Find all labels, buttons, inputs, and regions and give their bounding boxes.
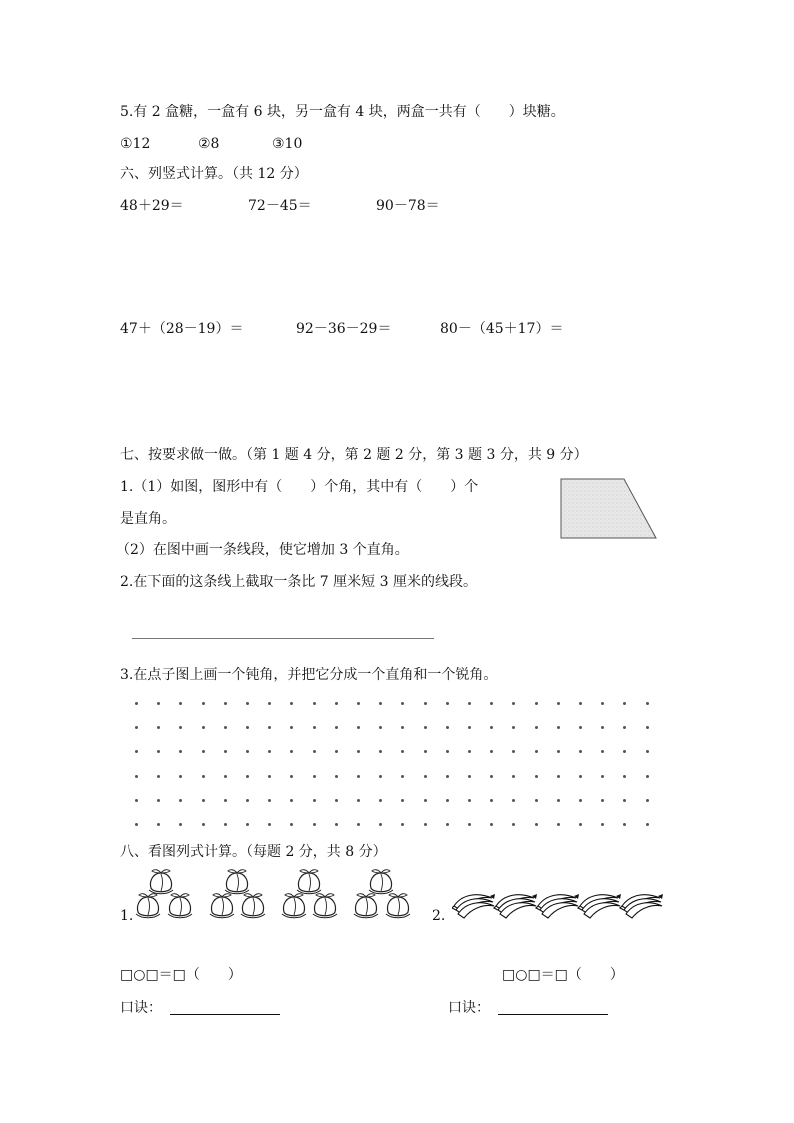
grid-dot[interactable]: [512, 775, 515, 778]
grid-dot[interactable]: [335, 799, 338, 802]
grid-dot[interactable]: [268, 726, 271, 729]
question-7-1b: 是直角。: [120, 511, 176, 527]
grid-dot[interactable]: [135, 775, 138, 778]
rhyme-label-1: 口诀：: [120, 1000, 162, 1016]
grid-dot[interactable]: [313, 702, 316, 705]
grid-dot[interactable]: [290, 702, 293, 705]
grid-dot[interactable]: [290, 799, 293, 802]
grid-dot[interactable]: [557, 750, 560, 753]
question-7-3: 3.在点子图上画一个钝角，并把它分成一个直角和一个锐角。: [120, 667, 498, 683]
grid-dot[interactable]: [601, 775, 604, 778]
grid-dot[interactable]: [424, 750, 427, 753]
option-1: ①12: [120, 136, 151, 152]
grid-dot[interactable]: [446, 775, 449, 778]
grid-dot[interactable]: [135, 799, 138, 802]
grid-dot[interactable]: [202, 823, 205, 826]
grid-dot[interactable]: [424, 823, 427, 826]
grid-dot[interactable]: [601, 726, 604, 729]
grid-dot[interactable]: [379, 726, 382, 729]
grid-dot[interactable]: [601, 750, 604, 753]
grid-dot[interactable]: [157, 775, 160, 778]
grid-dot[interactable]: [357, 799, 360, 802]
grid-dot[interactable]: [157, 726, 160, 729]
grid-dot[interactable]: [579, 823, 582, 826]
grid-dot[interactable]: [357, 702, 360, 705]
grid-dot[interactable]: [246, 775, 249, 778]
grid-dot[interactable]: [179, 799, 182, 802]
grid-dot[interactable]: [424, 775, 427, 778]
grid-dot[interactable]: [313, 775, 316, 778]
grid-dot[interactable]: [401, 799, 404, 802]
grid-dot[interactable]: [579, 750, 582, 753]
rhyme-answer-line-2[interactable]: [498, 1014, 608, 1015]
grid-dot[interactable]: [490, 750, 493, 753]
grid-dot[interactable]: [646, 799, 649, 802]
calc-2: 72－45＝: [248, 198, 312, 214]
grid-dot[interactable]: [468, 775, 471, 778]
grid-dot[interactable]: [424, 799, 427, 802]
grid-dot[interactable]: [157, 823, 160, 826]
grid-dot[interactable]: [224, 799, 227, 802]
grid-dot[interactable]: [557, 702, 560, 705]
grid-dot[interactable]: [512, 750, 515, 753]
grid-dot[interactable]: [246, 726, 249, 729]
grid-dot[interactable]: [468, 799, 471, 802]
option-2: ②8: [198, 136, 220, 152]
grid-dot[interactable]: [379, 702, 382, 705]
grid-dot[interactable]: [490, 823, 493, 826]
grid-dot[interactable]: [224, 702, 227, 705]
grid-dot[interactable]: [246, 702, 249, 705]
grid-dot[interactable]: [646, 823, 649, 826]
calc-3: 90－78＝: [376, 198, 440, 214]
grid-dot[interactable]: [424, 726, 427, 729]
grid-dot[interactable]: [290, 775, 293, 778]
grid-dot[interactable]: [512, 823, 515, 826]
figure-1-label: 1.: [120, 908, 134, 924]
grid-dot[interactable]: [357, 775, 360, 778]
grid-dot[interactable]: [490, 775, 493, 778]
grid-dot[interactable]: [268, 823, 271, 826]
grid-dot[interactable]: [468, 823, 471, 826]
question-7-1c: （2）在图中画一条线段，使它增加 3 个直角。: [116, 542, 409, 558]
grid-dot[interactable]: [335, 823, 338, 826]
grid-dot[interactable]: [268, 750, 271, 753]
grid-dot[interactable]: [202, 750, 205, 753]
grid-dot[interactable]: [202, 799, 205, 802]
grid-dot[interactable]: [135, 702, 138, 705]
section-7-title: 七、按要求做一做。（第 1 题 4 分，第 2 题 2 分，第 3 题 3 分，共 9 分）: [120, 447, 588, 463]
grid-dot[interactable]: [468, 750, 471, 753]
trapezoid-figure: [560, 478, 658, 540]
grid-dot[interactable]: [646, 702, 649, 705]
grid-dot[interactable]: [202, 702, 205, 705]
grid-dot[interactable]: [335, 702, 338, 705]
grid-dot[interactable]: [379, 775, 382, 778]
grid-dot[interactable]: [579, 702, 582, 705]
grid-dot[interactable]: [468, 702, 471, 705]
grid-dot[interactable]: [623, 823, 626, 826]
grid-dot[interactable]: [557, 726, 560, 729]
grid-dot[interactable]: [357, 750, 360, 753]
grid-dot[interactable]: [490, 726, 493, 729]
grid-dot[interactable]: [246, 823, 249, 826]
grid-dot[interactable]: [379, 799, 382, 802]
grid-dot[interactable]: [268, 775, 271, 778]
grid-dot[interactable]: [535, 726, 538, 729]
grid-dot[interactable]: [535, 823, 538, 826]
banana-figure: [452, 886, 666, 922]
question-7-1a: 1.（1）如图，图形中有（ ）个角，其中有（ ）个: [120, 479, 479, 495]
grid-dot[interactable]: [601, 799, 604, 802]
grid-dot[interactable]: [490, 799, 493, 802]
grid-dot[interactable]: [179, 775, 182, 778]
figure-2-label: 2.: [432, 908, 446, 924]
grid-dot[interactable]: [179, 750, 182, 753]
grid-dot[interactable]: [446, 799, 449, 802]
grid-dot[interactable]: [246, 750, 249, 753]
grid-dot[interactable]: [601, 702, 604, 705]
rhyme-label-2: 口诀：: [448, 1000, 490, 1016]
grid-dot[interactable]: [135, 750, 138, 753]
grid-dot[interactable]: [202, 726, 205, 729]
question-7-2: 2.在下面的这条线上截取一条比 7 厘米短 3 厘米的线段。: [120, 574, 477, 590]
grid-dot[interactable]: [623, 702, 626, 705]
grid-dot[interactable]: [579, 799, 582, 802]
equation-1[interactable]: □○□＝□（ ）: [120, 967, 242, 983]
grid-dot[interactable]: [468, 726, 471, 729]
grid-dot[interactable]: [246, 799, 249, 802]
grid-dot[interactable]: [313, 823, 316, 826]
grid-dot[interactable]: [557, 799, 560, 802]
grid-dot[interactable]: [179, 702, 182, 705]
grid-dot[interactable]: [290, 823, 293, 826]
grid-dot[interactable]: [157, 702, 160, 705]
grid-dot[interactable]: [268, 799, 271, 802]
grid-dot[interactable]: [401, 750, 404, 753]
grid-dot[interactable]: [512, 799, 515, 802]
grid-dot[interactable]: [446, 823, 449, 826]
grid-dot[interactable]: [424, 702, 427, 705]
grid-dot[interactable]: [535, 750, 538, 753]
grid-dot[interactable]: [446, 726, 449, 729]
peach-figure: [134, 866, 424, 922]
section-8-title: 八、看图列式计算。（每题 2 分，共 8 分）: [120, 844, 387, 860]
grid-dot[interactable]: [446, 702, 449, 705]
grid-dot[interactable]: [535, 775, 538, 778]
grid-dot[interactable]: [335, 750, 338, 753]
grid-dot[interactable]: [379, 750, 382, 753]
grid-dot[interactable]: [179, 823, 182, 826]
grid-dot[interactable]: [646, 726, 649, 729]
grid-dot[interactable]: [224, 726, 227, 729]
grid-dot[interactable]: [646, 750, 649, 753]
grid-dot[interactable]: [535, 702, 538, 705]
grid-dot[interactable]: [401, 823, 404, 826]
option-3: ③10: [272, 136, 303, 152]
grid-dot[interactable]: [224, 775, 227, 778]
section-6-title: 六、列竖式计算。（共 12 分）: [120, 166, 308, 182]
grid-dot[interactable]: [401, 775, 404, 778]
grid-dot[interactable]: [557, 823, 560, 826]
grid-dot[interactable]: [601, 823, 604, 826]
grid-dot[interactable]: [623, 775, 626, 778]
grid-dot[interactable]: [446, 750, 449, 753]
grid-dot[interactable]: [157, 750, 160, 753]
grid-dot[interactable]: [579, 775, 582, 778]
grid-dot[interactable]: [290, 726, 293, 729]
grid-dot[interactable]: [313, 750, 316, 753]
calc-6: 80－（45＋17）＝: [440, 321, 564, 337]
measure-line[interactable]: [132, 638, 434, 639]
grid-dot[interactable]: [646, 775, 649, 778]
grid-dot[interactable]: [512, 726, 515, 729]
grid-dot[interactable]: [268, 702, 271, 705]
grid-dot[interactable]: [224, 750, 227, 753]
grid-dot[interactable]: [357, 726, 360, 729]
grid-dot[interactable]: [535, 799, 538, 802]
grid-dot[interactable]: [135, 823, 138, 826]
grid-dot[interactable]: [179, 726, 182, 729]
grid-dot[interactable]: [490, 702, 493, 705]
calc-4: 47＋（28－19）＝: [120, 321, 244, 337]
grid-dot[interactable]: [335, 775, 338, 778]
grid-dot[interactable]: [313, 799, 316, 802]
grid-dot[interactable]: [157, 799, 160, 802]
grid-dot[interactable]: [401, 702, 404, 705]
grid-dot[interactable]: [313, 726, 316, 729]
grid-dot[interactable]: [335, 726, 338, 729]
grid-dot[interactable]: [557, 775, 560, 778]
grid-dot[interactable]: [224, 823, 227, 826]
grid-dot[interactable]: [579, 726, 582, 729]
grid-dot[interactable]: [623, 799, 626, 802]
grid-dot[interactable]: [290, 750, 293, 753]
question-5-text: 5.有 2 盒糖，一盒有 6 块，另一盒有 4 块，两盒一共有（ ）块糖。: [120, 104, 565, 120]
equation-2[interactable]: □○□＝□（ ）: [502, 967, 624, 983]
grid-dot[interactable]: [401, 726, 404, 729]
calc-5: 92－36－29＝: [296, 321, 392, 337]
grid-dot[interactable]: [512, 702, 515, 705]
grid-dot[interactable]: [379, 823, 382, 826]
grid-dot[interactable]: [135, 726, 138, 729]
calc-1: 48＋29＝: [120, 198, 184, 214]
rhyme-answer-line-1[interactable]: [170, 1014, 280, 1015]
grid-dot[interactable]: [623, 726, 626, 729]
grid-dot[interactable]: [202, 775, 205, 778]
grid-dot[interactable]: [623, 750, 626, 753]
grid-dot[interactable]: [357, 823, 360, 826]
